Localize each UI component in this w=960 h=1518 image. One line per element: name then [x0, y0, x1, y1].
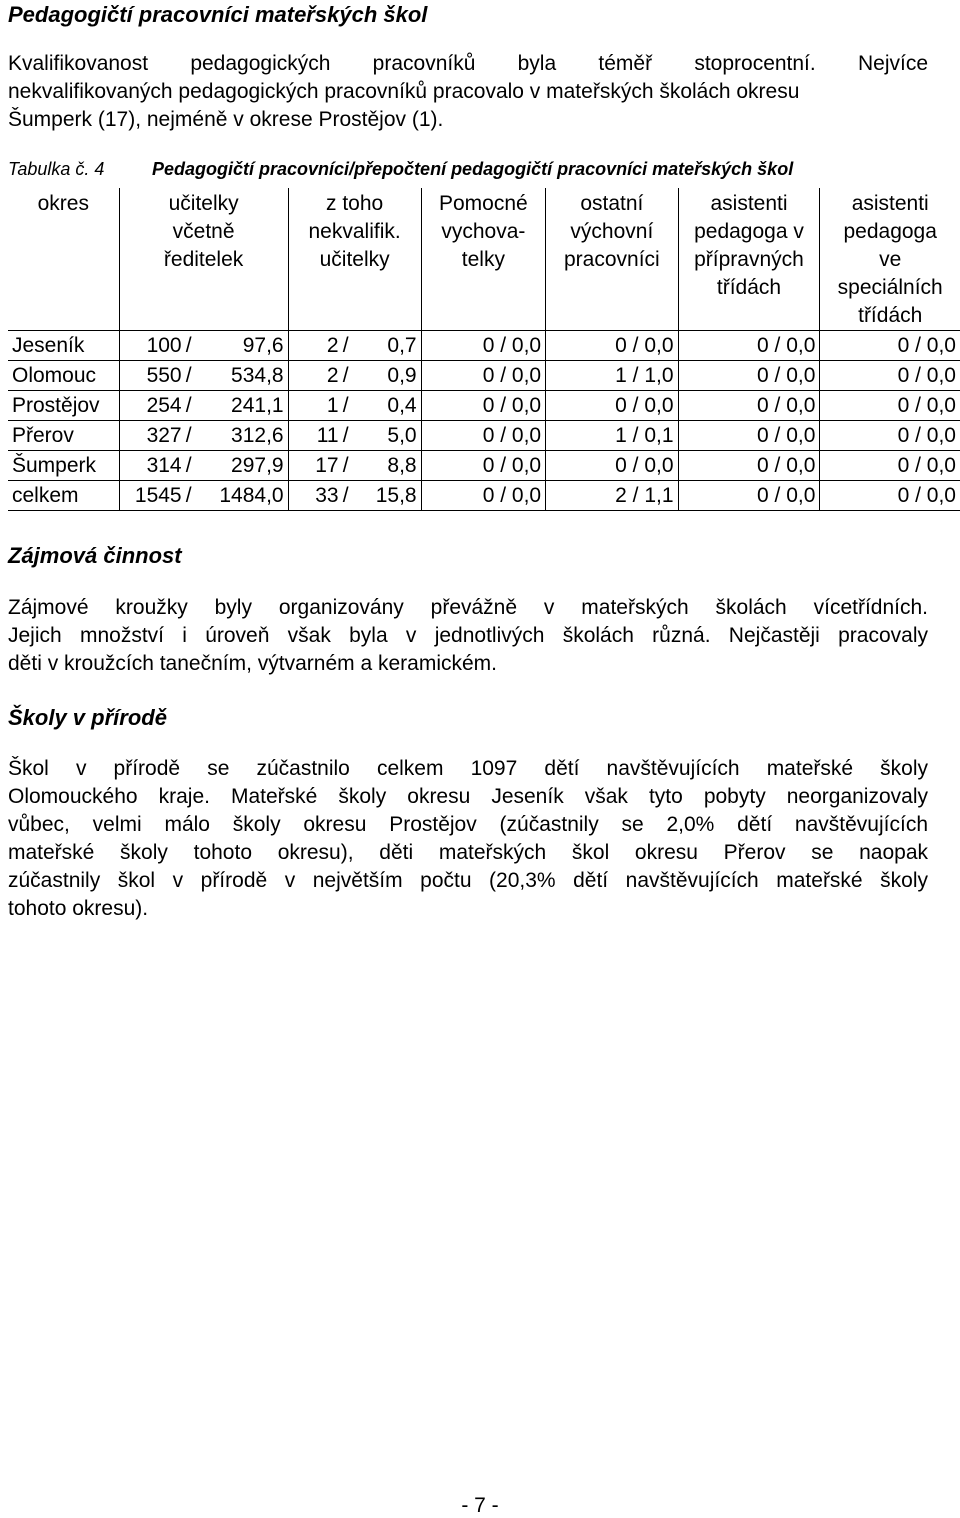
cell-ostatni: 2 / 1,1 — [546, 481, 678, 511]
cell-value-count: 314 — [146, 453, 182, 477]
cell-asistenti-specialni: 0 / 0,0 — [820, 421, 960, 451]
cell-asistenti-specialni: 0 / 0,0 — [820, 391, 960, 421]
table-row — [8, 481, 960, 511]
cell-value-count: 17 — [315, 453, 339, 477]
paragraph-line: Jejich množství i úroveň však byla v jednotlivých školách různá. Nejčastěji pracovaly — [8, 624, 928, 647]
paragraph-line: Šumperk (17), nejméně v okrese Prostějov (1). — [8, 108, 444, 131]
header-line: výchovní — [570, 220, 654, 243]
paragraph-line: zúčastnily škol v přírodě v největším počtu (20,3% dětí navštěvujících mateřské školy — [8, 869, 928, 892]
paragraph-line: mateřské školy tohoto okresu), děti mateřských škol okresu Přerov se naopak — [8, 841, 928, 864]
cell-asistenti-pripravne: 0 / 0,0 — [678, 451, 820, 481]
header-ucitelky — [119, 188, 288, 331]
cell-pomocne: 0 / 0,0 — [421, 331, 546, 361]
cell-value-fte: 534,8 — [231, 363, 284, 387]
cell-nekvalifik: 2 / 0,9 — [288, 361, 421, 391]
cell-okres: Olomouc — [8, 361, 119, 391]
paragraph-line: vůbec, velmi málo školy okresu Prostějov (zúčastnily se 2,0% dětí navštěvujících — [8, 813, 928, 836]
table-label: Tabulka č. 4 — [8, 159, 105, 179]
table-row — [8, 391, 960, 421]
pedagogical-staff-table — [8, 188, 960, 511]
cell-nekvalifik: 17 / 8,8 — [288, 451, 421, 481]
cell-asistenti-specialni: 0 / 0,0 — [820, 481, 960, 511]
header-asistenti-pripravne — [678, 188, 820, 331]
cell-ucitelky: 100 / 97,6 — [119, 331, 288, 361]
table-header-row — [8, 188, 960, 331]
section-heading-skoly-v-prirode: Školy v přírodě — [8, 705, 167, 730]
header-line: telky — [461, 248, 505, 271]
cell-value-fte: 8,8 — [387, 453, 417, 477]
cell-nekvalifik: 33 / 15,8 — [288, 481, 421, 511]
cell-value-fte: 1484,0 — [219, 483, 284, 507]
cell-asistenti-specialni: 0 / 0,0 — [820, 331, 960, 361]
header-asistenti-specialni — [820, 188, 960, 331]
cell-value-fte: 312,6 — [231, 423, 284, 447]
paragraph-line: Zájmové kroužky byly organizovány převážně v mateřských školách vícetřídních. — [8, 596, 928, 619]
cell-asistenti-specialni: 0 / 0,0 — [820, 361, 960, 391]
paragraph-line: Kvalifikovanost pedagogických pracovníků byla téměř stoprocentní. Nejvíce — [8, 52, 928, 75]
table-row — [8, 421, 960, 451]
cell-value-count: 550 — [146, 363, 182, 387]
header-ostatni — [546, 188, 678, 331]
cell-ucitelky: 550 / 534,8 — [119, 361, 288, 391]
cell-value-fte: 0,7 — [387, 333, 417, 357]
cell-nekvalifik: 1 / 0,4 — [288, 391, 421, 421]
cell-value-fte: 5,0 — [387, 423, 417, 447]
section-heading-zajmova: Zájmová činnost — [8, 543, 182, 568]
table-row — [8, 361, 960, 391]
cell-value-count: 2 — [326, 363, 339, 387]
header-line: třídách — [858, 304, 923, 327]
header-line: nekvalifik. — [308, 220, 401, 243]
cell-ucitelky: 254 / 241,1 — [119, 391, 288, 421]
cell-ostatni: 1 / 1,0 — [546, 361, 678, 391]
header-line: ve — [879, 248, 902, 271]
page-number: - 7 - — [461, 1494, 499, 1517]
paragraph-kvalifikovanost — [8, 50, 928, 134]
cell-value-count: 100 — [146, 333, 182, 357]
cell-asistenti-pripravne: 0 / 0,0 — [678, 481, 820, 511]
cell-ucitelky: 314 / 297,9 — [119, 451, 288, 481]
paragraph-zajmova — [8, 594, 928, 678]
cell-okres: Prostějov — [8, 391, 119, 421]
paragraph-skoly-v-prirode — [8, 755, 928, 923]
cell-value-count: 327 — [146, 423, 182, 447]
cell-asistenti-pripravne: 0 / 0,0 — [678, 331, 820, 361]
header-line: včetně — [172, 220, 235, 243]
cell-okres: Jeseník — [8, 331, 119, 361]
cell-asistenti-pripravne: 0 / 0,0 — [678, 361, 820, 391]
cell-ostatni: 0 / 0,0 — [546, 451, 678, 481]
cell-value-fte: 15,8 — [375, 483, 417, 507]
cell-okres: celkem — [8, 481, 119, 511]
header-line: ředitelek — [163, 248, 244, 271]
header-pomocne — [421, 188, 546, 331]
cell-ostatni: 1 / 0,1 — [546, 421, 678, 451]
header-line: asistenti — [710, 192, 788, 215]
cell-asistenti-pripravne: 0 / 0,0 — [678, 391, 820, 421]
cell-ucitelky: 327 / 312,6 — [119, 421, 288, 451]
cell-value-count: 1 — [326, 393, 339, 417]
cell-pomocne: 0 / 0,0 — [421, 451, 546, 481]
cell-asistenti-pripravne: 0 / 0,0 — [678, 421, 820, 451]
paragraph-line: tohoto okresu). — [8, 897, 149, 920]
cell-ostatni: 0 / 0,0 — [546, 331, 678, 361]
cell-nekvalifik: 11 / 5,0 — [288, 421, 421, 451]
header-line: ostatní — [580, 192, 644, 215]
cell-value-fte: 241,1 — [231, 393, 284, 417]
header-line: vychova- — [441, 220, 526, 243]
cell-value-fte: 297,9 — [231, 453, 284, 477]
header-line: pedagoga v — [694, 220, 804, 243]
cell-pomocne: 0 / 0,0 — [421, 391, 546, 421]
cell-ostatni: 0 / 0,0 — [546, 391, 678, 421]
cell-pomocne: 0 / 0,0 — [421, 421, 546, 451]
cell-pomocne: 0 / 0,0 — [421, 361, 546, 391]
table-title: Pedagogičtí pracovníci/přepočtení pedagogičtí pracovníci mateřských škol — [152, 159, 794, 179]
cell-nekvalifik: 2 / 0,7 — [288, 331, 421, 361]
cell-okres: Přerov — [8, 421, 119, 451]
cell-asistenti-specialni: 0 / 0,0 — [820, 451, 960, 481]
cell-value-fte: 97,6 — [242, 333, 284, 357]
header-line: přípravných — [694, 248, 804, 271]
paragraph-line: nekvalifikovaných pedagogických pracovníků pracovalo v mateřských školách okresu — [8, 80, 800, 103]
cell-value-count: 2 — [326, 333, 339, 357]
cell-value-fte: 0,9 — [387, 363, 417, 387]
paragraph-line: Škol v přírodě se zúčastnilo celkem 1097 dětí navštěvujících mateřské školy — [8, 757, 928, 780]
cell-ucitelky: 1545 / 1484,0 — [119, 481, 288, 511]
cell-value-count: 11 — [316, 423, 339, 447]
header-line: okres — [37, 192, 89, 215]
section-heading-pedagogicti: Pedagogičtí pracovníci mateřských škol — [8, 2, 428, 27]
cell-value-count: 33 — [315, 483, 339, 507]
table-row — [8, 451, 960, 481]
cell-value-fte: 0,4 — [387, 393, 417, 417]
cell-value-count: 1545 — [134, 483, 182, 507]
paragraph-line: děti v kroužcích tanečním, výtvarném a keramickém. — [8, 652, 497, 675]
header-line: z toho — [326, 192, 384, 215]
header-line: učitelky — [319, 248, 390, 271]
cell-value-count: 254 — [146, 393, 182, 417]
header-line: pedagoga — [843, 220, 937, 243]
header-line: Pomocné — [439, 192, 528, 215]
header-line: pracovníci — [563, 248, 660, 271]
cell-pomocne: 0 / 0,0 — [421, 481, 546, 511]
cell-okres: Šumperk — [8, 451, 119, 481]
header-line: třídách — [716, 276, 782, 299]
paragraph-line: Olomouckého kraje. Mateřské školy okresu Jeseník však tyto pobyty neorganizovaly — [8, 785, 928, 808]
header-line: učitelky — [168, 192, 239, 215]
table-row — [8, 331, 960, 361]
header-line: asistenti — [851, 192, 929, 215]
header-okres — [8, 188, 119, 331]
header-line: speciálních — [837, 276, 943, 299]
header-nekvalifik — [288, 188, 421, 331]
